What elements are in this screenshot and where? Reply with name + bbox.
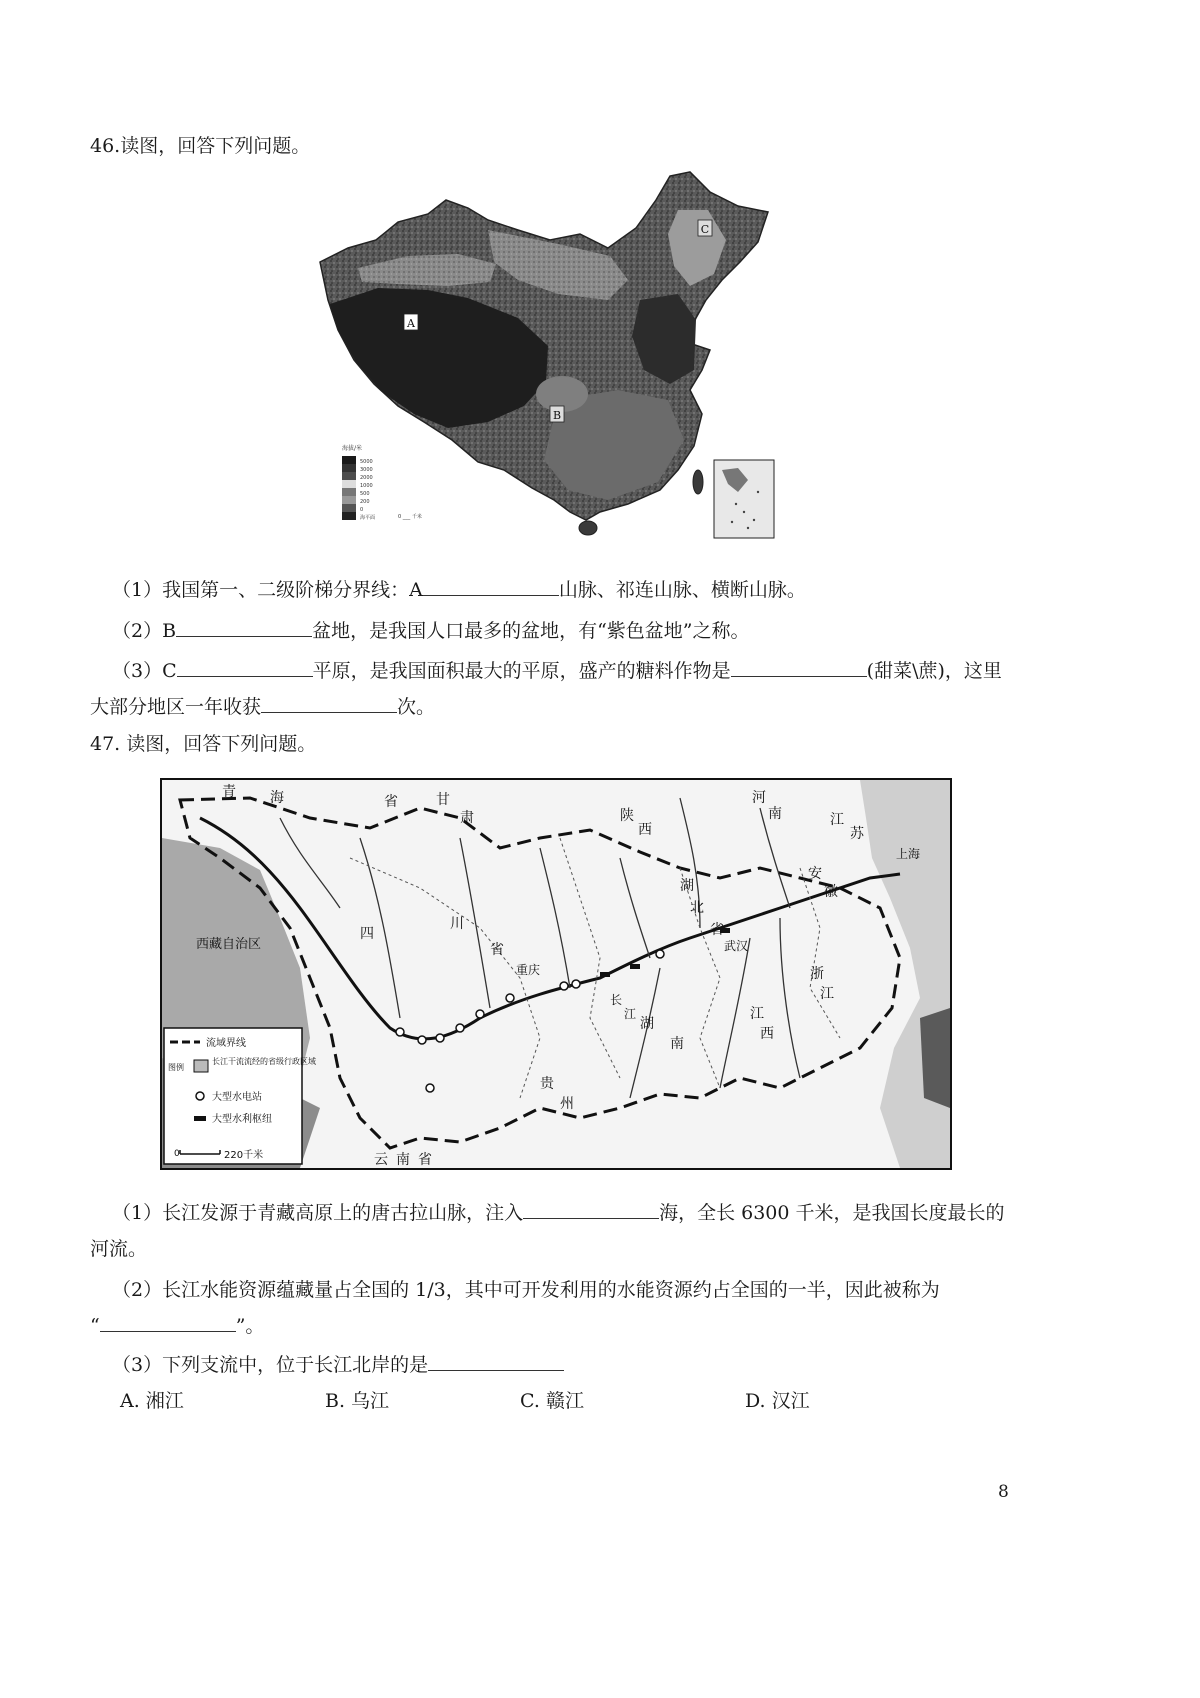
answer-blank[interactable]	[177, 658, 313, 677]
q46-1-text-post: 山脉、祁连山脉、横断山脉。	[558, 579, 806, 601]
map-label-b: B	[552, 409, 562, 422]
q46-3-line2	[90, 692, 435, 719]
region-label: 西	[638, 822, 652, 838]
answer-blank[interactable]	[100, 1313, 236, 1332]
answer-blank[interactable]	[176, 618, 312, 637]
q46-1	[112, 575, 806, 602]
legend-item: 3000	[360, 467, 373, 473]
page-number: 8	[998, 1482, 1009, 1502]
region-label: 徽	[824, 884, 838, 900]
answer-blank[interactable]	[261, 694, 397, 713]
region-label: 海	[270, 790, 284, 806]
q46-2-text-pre: （2）B	[112, 620, 177, 642]
region-label: 省	[384, 794, 398, 810]
region-label: 青	[222, 784, 236, 800]
region-label: 州	[560, 1096, 574, 1112]
option-a[interactable]: A. 湘江	[120, 1390, 184, 1412]
legend-boundary: 流域界线	[206, 1038, 246, 1049]
region-label: 安	[808, 866, 822, 882]
region-label: 河	[752, 790, 766, 806]
q46-3-text-pre: （3）C	[112, 660, 177, 682]
q46-3	[112, 656, 1002, 683]
q47-1-text-pre: （1）长江发源于青藏高原上的唐古拉山脉，注入	[112, 1202, 524, 1224]
region-label: 浙	[810, 966, 824, 982]
legend-item: 1000	[360, 483, 373, 489]
map-label-c: C	[700, 223, 710, 236]
region-label: 川	[450, 916, 464, 932]
q47-3-text: （3）下列支流中，位于长江北岸的是	[112, 1354, 429, 1376]
legend-item: 200	[360, 499, 370, 505]
q46-3-text-mid: 平原，是我国面积最大的平原，盛产的糖料作物是	[312, 660, 731, 682]
q46-2	[112, 616, 750, 643]
region-label: 陕	[620, 808, 634, 824]
legend-hub: 大型水利枢纽	[212, 1114, 272, 1125]
answer-blank[interactable]	[423, 577, 559, 596]
q46-3-text-post: (甜菜\蔗)，这里	[866, 660, 1002, 682]
option-d[interactable]: D. 汉江	[745, 1390, 810, 1412]
answer-blank[interactable]	[428, 1352, 564, 1371]
region-label: 江	[750, 1006, 764, 1022]
q47-2: （2）长江水能资源蕴藏量占全国的 1/3，其中可开发利用的水能资源约占全国的一半，因此被称为	[112, 1279, 940, 1301]
legend-scale: 220千米	[224, 1150, 264, 1161]
q47-3	[112, 1350, 564, 1377]
region-label: 省	[710, 922, 724, 938]
answer-blank[interactable]	[731, 658, 867, 677]
region-label: 江	[624, 1007, 637, 1021]
region-label: 武汉	[724, 939, 749, 953]
region-label: 四	[360, 926, 374, 942]
region-label: 南	[670, 1036, 684, 1052]
legend-hydro: 大型水电站	[212, 1092, 262, 1103]
legend-area-key: 图例	[168, 1063, 184, 1072]
region-label: 南	[768, 806, 782, 822]
q47-1-text-post: 海，全长 6300 千米，是我国长度最长的	[659, 1202, 1005, 1224]
region-label: 贵	[540, 1076, 554, 1092]
legend-area: 长江干流流经的省级行政区域	[212, 1057, 316, 1066]
region-label: 西	[760, 1026, 774, 1042]
region-label: 苏	[850, 826, 864, 842]
q46-1-text-pre: （1）我国第一、二级阶梯分界线：A	[112, 579, 423, 601]
region-label: 省	[418, 1152, 432, 1168]
region-label: 湖	[640, 1016, 654, 1032]
region-label: 北	[690, 900, 704, 916]
map-label-a: A	[407, 317, 415, 330]
q46-title: 46.读图，回答下列问题。	[90, 135, 311, 157]
legend-scale-zero: 0	[174, 1149, 180, 1159]
region-label: 长	[610, 993, 623, 1007]
region-label: 甘	[436, 792, 450, 808]
q47-2-line2	[90, 1311, 264, 1338]
q47-1-line2: 河流。	[90, 1238, 148, 1260]
legend-item: 海平面	[360, 515, 376, 521]
legend-title: 海拔/米	[342, 445, 363, 452]
q46-3-line2-post: 次。	[397, 696, 436, 718]
answer-blank[interactable]	[523, 1200, 659, 1219]
region-label: 西藏自治区	[196, 937, 262, 952]
scale-text: 0 ___ 千米	[398, 514, 422, 520]
q47-title: 47. 读图，回答下列问题。	[90, 733, 317, 755]
q47-2-open-quote: “	[90, 1315, 100, 1337]
region-label: 省	[490, 942, 504, 958]
region-label: 上海	[896, 847, 921, 861]
region-label: 南	[396, 1152, 410, 1168]
q47-2-close-quote: ”。	[235, 1315, 265, 1337]
region-label: 重庆	[516, 963, 541, 977]
yangtze-map-legend	[164, 1028, 316, 1164]
legend-item: 500	[360, 491, 370, 497]
region-label: 江	[820, 986, 834, 1002]
option-b[interactable]: B. 乌江	[325, 1390, 390, 1412]
q46-2-text-post: 盆地，是我国人口最多的盆地，有“紫色盆地”之称。	[312, 620, 750, 642]
legend-item: 0	[360, 507, 364, 513]
region-label: 江	[830, 812, 844, 828]
yangtze-river-map	[160, 778, 952, 1170]
q46-3-line2-pre: 大部分地区一年收获	[90, 696, 262, 718]
legend-item: 2000	[360, 475, 373, 481]
elevation-legend	[342, 444, 422, 521]
region-label: 云	[374, 1152, 388, 1168]
legend-item: 5000	[360, 459, 373, 465]
q47-1	[112, 1198, 1005, 1225]
china-terrain-map	[318, 170, 778, 542]
region-label: 肃	[460, 810, 474, 826]
option-c[interactable]: C. 赣江	[520, 1390, 584, 1412]
region-label: 湖	[680, 878, 694, 894]
